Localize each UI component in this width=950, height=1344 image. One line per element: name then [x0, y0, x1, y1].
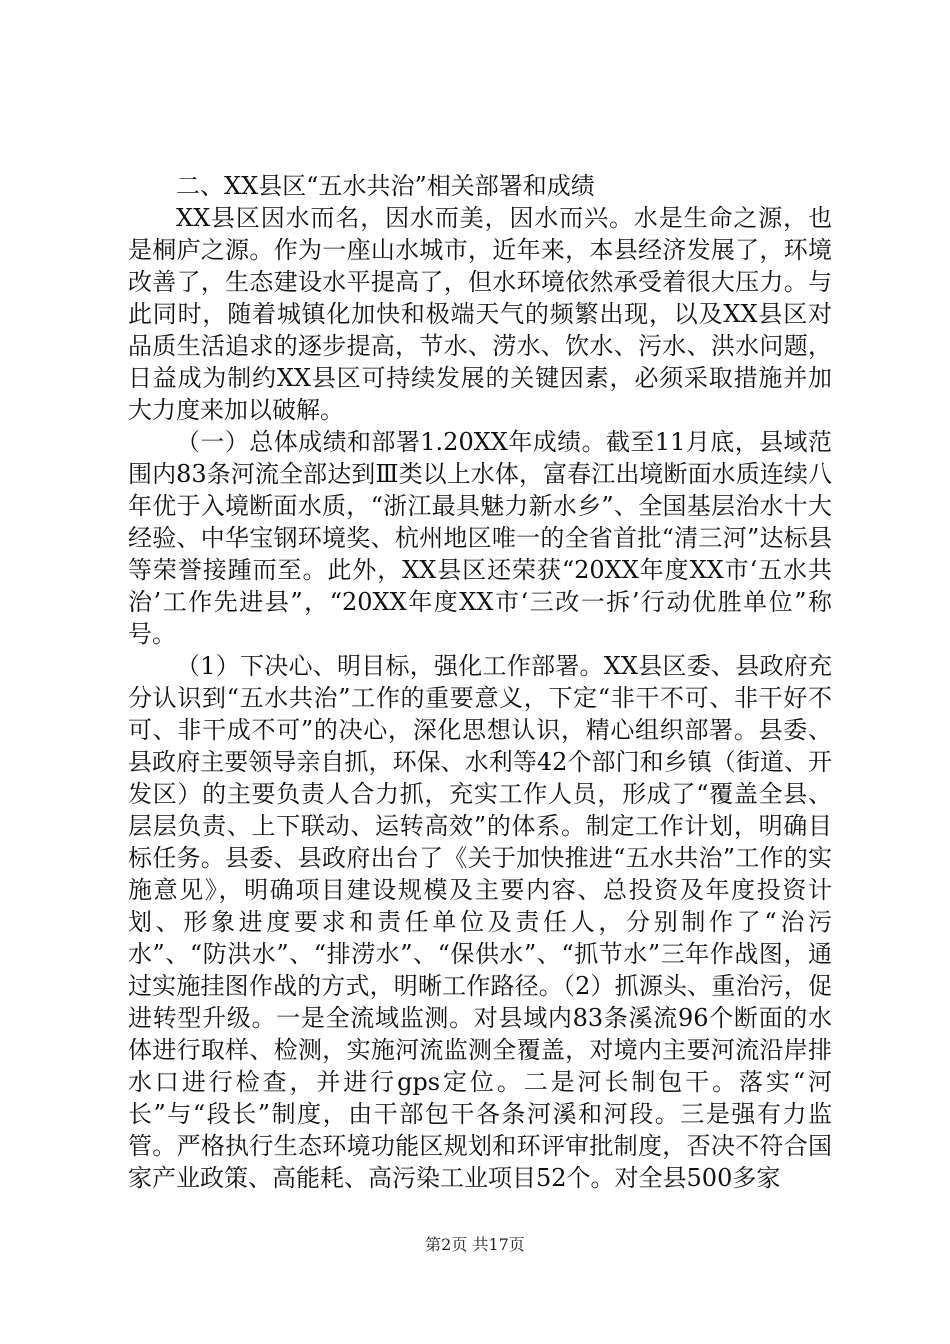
section-heading: 二、XX县区“五水共治”相关部署和成绩 [176, 172, 595, 200]
paragraph-overall-results: （一）总体成绩和部署1.20XX年成绩。截至11月底，县域范围内83条河流全部达到Ⅲ类以上水体，富春江出境断面水质连续八年优于入境断面水质，“浙江最具魅力新水乡”、全国基层治水十大经验、中华宝钢环境奖、杭州地区唯一的全省首批“清三河”达标县等荣誉接踵而至。此外，XX县区还荣获“20XX年度XX市‘五水共治’工作先进县”，“20XX年度XX市‘三改一拆’行动优胜单位”称号。 [128, 428, 832, 648]
paragraph-intro: XX县区因水而名，因水而美，因水而兴。水是生命之源，也是桐庐之源。作为一座山水城市，近年来，本县经济发展了，环境改善了，生态建设水平提高了，但水环境依然承受着很大压力。与此同时，随着城镇化加快和极端天气的频繁出现，以及XX县区对品质生活追求的逐步提高，节水、涝水、饮水、污水、洪水问题，日益成为制约XX县区可持续发展的关键因素，必须采取措施并加大力度来加以破解。 [128, 204, 832, 424]
page-number-footer: 第2页 共17页 [425, 1235, 525, 1254]
paragraph-work-deployment: （1）下决心、明目标，强化工作部署。XX县区委、县政府充分认识到“五水共治”工作的重要意义，下定“非干不可、非干好不可、非干成不可”的决心，深化思想认识，精心组织部署。县委、县政府主要领导亲自抓，环保、水利等42个部门和乡镇（街道、开发区）的主要负责人合力抓，充实工作人员，形成了“覆盖全县、层层负责、上下联动、运转高效”的体系。制定工作计划，明确目标任务。县委、县政府出台了《关于加快推进“五水共治”工作的实施意见》，明确项目建设规模及主要内容、总投资及年度投资计划、形象进度要求和责任单位及责任人，分别制作了“治污水”、“防洪水”、“排涝水”、“保供水”、“抓节水”三年作战图，通过实施挂图作战的方式，明晰工作路径。（2）抓源头、重治污，促进转型升级。一是全流域监测。对县域内83条溪流96个断面的水体进行取样、检测，实施河流监测全覆盖，对境内主要河流沿岸排水口进行检查，并进行gps定位。二是河长制包干。落实“河长”与“段长”制度，由干部包干各条河溪和河段。三是强有力监管。严格执行生态环境功能区规划和环评审批制度，否决不符合国家产业政策、高能耗、高污染工业项目52个。对全县500多家 [128, 652, 832, 1192]
document-body [128, 170, 832, 1194]
